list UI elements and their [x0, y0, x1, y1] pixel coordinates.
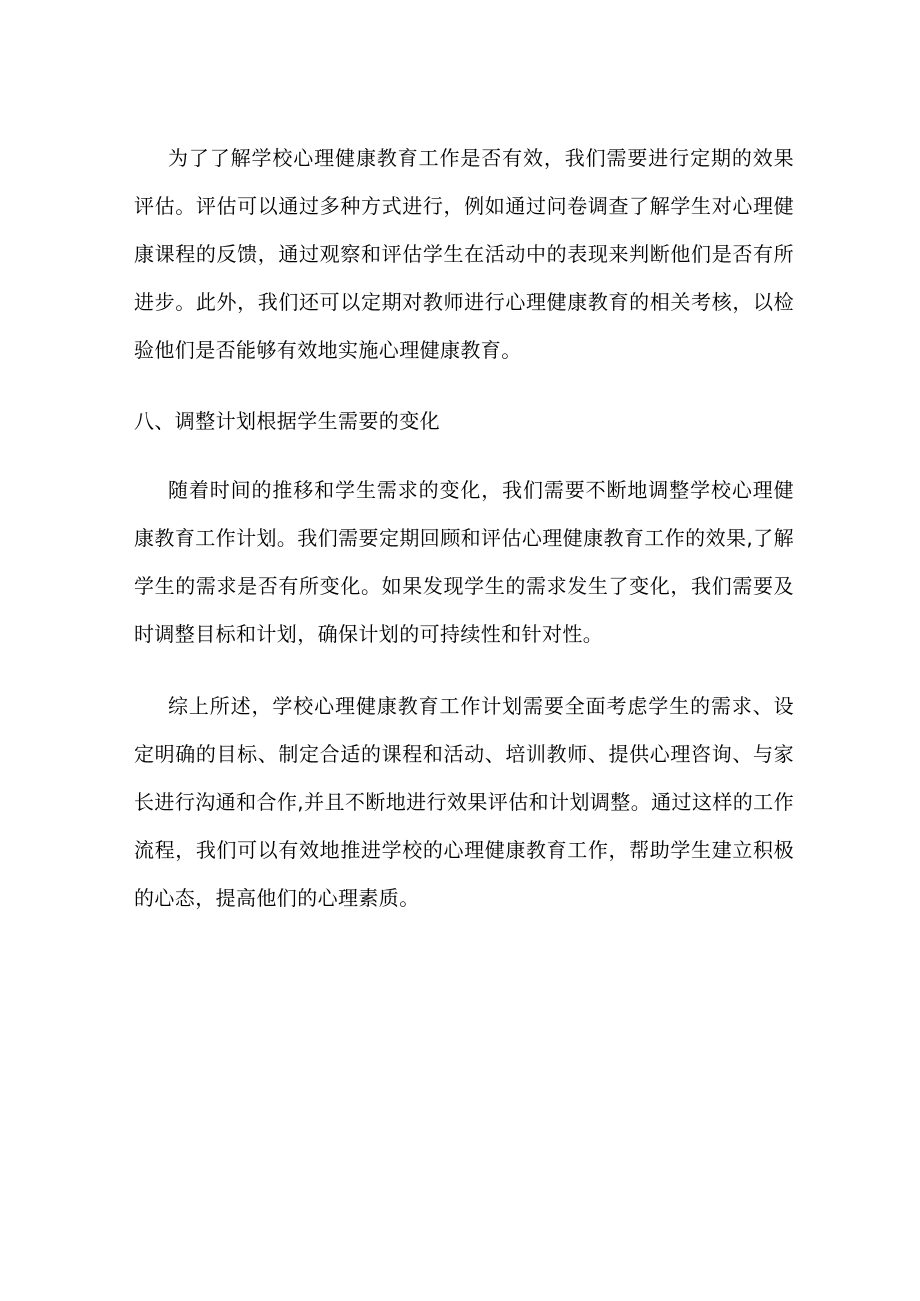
paragraph-adjust-plan: 随着时间的推移和学生需求的变化，我们需要不断地调整学校心理健康教育工作计划。我们需要定期回顾和评估心理健康教育工作的效果,了解学生的需求是否有所变化。如果发现学生的需求发生了变化，我们需要及时调整目标和计划，确保计划的可持续性和针对性。 — [134, 478, 794, 646]
paragraph-effect-evaluation: 为了了解学校心理健康教育工作是否有效，我们需要进行定期的效果评估。评估可以通过多种方式进行，例如通过问卷调查了解学生对心理健康课程的反馈，通过观察和评估学生在活动中的表现来判断他们是否有所进步。此外，我们还可以定期对教师进行心理健康教育的相关考核，以检验他们是否能够有效地实施心理健康教育。 — [134, 146, 794, 362]
paragraph-conclusion: 综上所述，学校心理健康教育工作计划需要全面考虑学生的需求、设定明确的目标、制定合适的课程和活动、培训教师、提供心理咨询、与家长进行沟通和合作,并且不断地进行效果评估和计划调整。通过这样的工作流程，我们可以有效地推进学校的心理健康教育工作，帮助学生建立积极的心态，提高他们的心理素质。 — [134, 694, 794, 910]
section-heading-adjust-plan: 八、调整计划根据学生需要的变化 — [134, 409, 440, 433]
